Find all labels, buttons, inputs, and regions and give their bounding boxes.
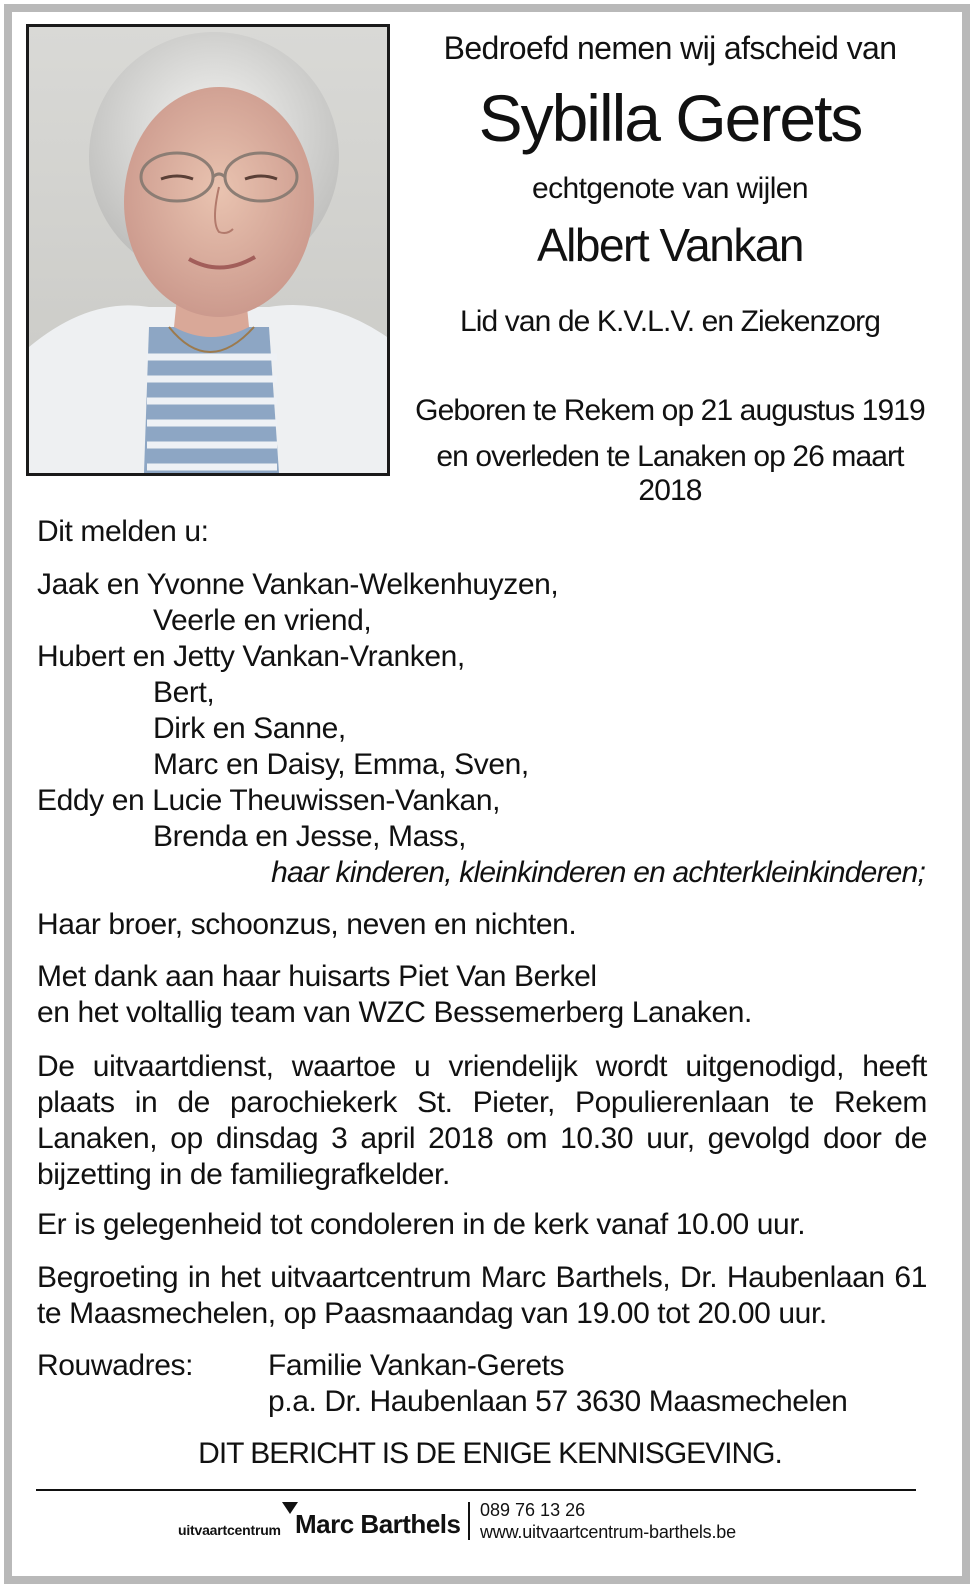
portrait-photo-icon [29, 27, 387, 473]
family-line: Bert, [153, 676, 215, 709]
body-intro: Dit melden u: [37, 515, 209, 548]
deceased-name: Sybilla Gerets [478, 81, 862, 155]
thanks-line-2: en het voltallig team van WZC Bessemerberg Lanaken. [37, 996, 752, 1029]
brand-prefix: uitvaartcentrum [178, 1522, 281, 1538]
service-paragraph: De uitvaartdienst, waartoe u vriendelijk wordt uitgenodigd, heeft plaats in de parochiekerk St. Pieter, Populierenlaan te Rekem Lanaken, op dinsdag 3 april 2018 om 10.30 uur, gevolgd door de bijzetting in de familiegrafkelder. [37, 1050, 927, 1191]
family-line: Dirk en Sanne, [153, 712, 346, 745]
family-line: Veerle en vriend, [153, 604, 372, 637]
footer-website: www.uitvaartcentrum-barthels.be [480, 1522, 736, 1542]
family-relation: haar kinderen, kleinkinderen en achterkleinkinderen; [271, 856, 925, 889]
family-line: Marc en Daisy, Emma, Sven, [153, 748, 529, 781]
thanks-line-1: Met dank aan haar huisarts Piet Van Berkel [37, 960, 597, 993]
siblings-line: Haar broer, schoonzus, neven en nichten. [37, 908, 577, 941]
brand-name: Marc Barthels [295, 1509, 461, 1539]
address-line-1: Familie Vankan-Gerets [268, 1349, 565, 1382]
birth-line: Geboren te Rekem op 21 augustus 1919 [415, 394, 925, 427]
death-line: en overleden te Lanaken op 26 maart 2018 [436, 440, 904, 507]
address-label: Rouwadres: [37, 1349, 194, 1382]
footer-separator [468, 1502, 470, 1540]
family-line: Hubert en Jetty Vankan-Vranken, [37, 640, 465, 673]
spouse-name: Albert Vankan [536, 219, 804, 271]
footer-divider [36, 1489, 916, 1491]
address-line-2: p.a. Dr. Haubenlaan 57 3630 Maasmechelen [268, 1385, 848, 1418]
condolences-line: Er is gelegenheid tot condoleren in de kerk vanaf 10.00 uur. [37, 1208, 806, 1241]
funeral-home-logo [178, 1500, 778, 1550]
portrait-photo [26, 24, 390, 476]
notice-line: DIT BERICHT IS DE ENIGE KENNISGEVING. [198, 1437, 782, 1470]
family-line: Jaak en Yvonne Vankan-Welkenhuyzen, [37, 568, 559, 601]
family-line: Brenda en Jesse, Mass, [153, 820, 467, 853]
family-line: Eddy en Lucie Theuwissen-Vankan, [37, 784, 501, 817]
visitation-paragraph: Begroeting in het uitvaartcentrum Marc Barthels, Dr. Haubenlaan 61 te Maasmechelen, op Paasmaandag van 19.00 tot 20.00 uur. [37, 1261, 927, 1330]
intro-line: Bedroefd nemen wij afscheid van [443, 30, 897, 66]
spouse-intro: echtgenote van wijlen [532, 172, 808, 205]
membership-line: Lid van de K.V.L.V. en Ziekenzorg [459, 305, 881, 338]
footer-phone: 089 76 13 26 [480, 1500, 586, 1520]
